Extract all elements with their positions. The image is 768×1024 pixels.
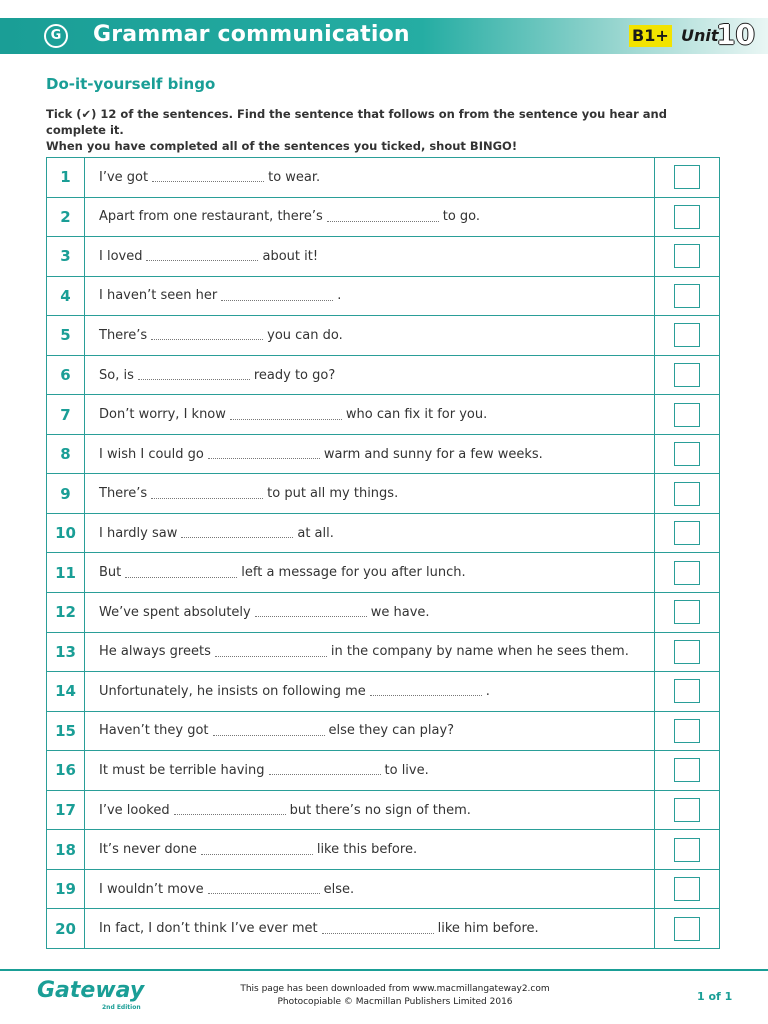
table-row bbox=[47, 909, 719, 948]
sentence-start: Don’t worry, I know bbox=[99, 407, 226, 423]
level-badge: B1+ bbox=[629, 25, 672, 47]
table-row bbox=[47, 712, 719, 752]
answer-blank[interactable] bbox=[151, 489, 263, 499]
tick-cell bbox=[654, 158, 719, 197]
table-row bbox=[47, 435, 719, 475]
tick-checkbox[interactable] bbox=[674, 482, 700, 506]
tick-checkbox[interactable] bbox=[674, 521, 700, 545]
answer-blank[interactable] bbox=[221, 291, 333, 301]
answer-blank[interactable] bbox=[208, 449, 320, 459]
sentence-start: It must be terrible having bbox=[99, 762, 265, 778]
sentence bbox=[85, 751, 654, 790]
row-number: 6 bbox=[47, 356, 85, 395]
sentence-start: But bbox=[99, 565, 122, 581]
answer-blank[interactable] bbox=[213, 726, 325, 736]
tick-cell bbox=[654, 909, 719, 948]
tick-checkbox[interactable] bbox=[674, 679, 700, 703]
tick-cell bbox=[654, 395, 719, 434]
tick-checkbox[interactable] bbox=[674, 917, 700, 941]
tick-checkbox[interactable] bbox=[674, 719, 700, 743]
tick-checkbox[interactable] bbox=[674, 640, 700, 664]
answer-blank[interactable] bbox=[322, 924, 434, 934]
sentence-end: we have. bbox=[370, 604, 430, 620]
tick-checkbox[interactable] bbox=[674, 442, 700, 466]
sentence-end: in the company by name when he sees them. bbox=[330, 644, 629, 660]
answer-blank[interactable] bbox=[146, 251, 258, 261]
answer-blank[interactable] bbox=[181, 528, 293, 538]
instructions bbox=[46, 106, 726, 154]
tick-checkbox[interactable] bbox=[674, 284, 700, 308]
sentence-end: about it! bbox=[262, 248, 319, 264]
tick-cell bbox=[654, 830, 719, 869]
table-row bbox=[47, 830, 719, 870]
brand-edition: 2nd Edition bbox=[102, 1004, 141, 1011]
row-number: 2 bbox=[47, 198, 85, 237]
answer-blank[interactable] bbox=[215, 647, 327, 657]
copyright-note: Photocopiable © Macmillan Publishers Limited 2016 bbox=[277, 997, 513, 1007]
sentence-end: else they can play? bbox=[328, 723, 455, 739]
sentence-end: to live. bbox=[384, 762, 429, 778]
sentence-start: He always greets bbox=[99, 644, 211, 660]
answer-blank[interactable] bbox=[327, 212, 439, 222]
sentence-start: Unfortunately, he insists on following me bbox=[99, 683, 366, 699]
sentence-start: We’ve spent absolutely bbox=[99, 604, 251, 620]
sentence-end: but there’s no sign of them. bbox=[289, 802, 471, 818]
header-bar bbox=[0, 18, 768, 54]
tick-cell bbox=[654, 316, 719, 355]
sentence-start: I wish I could go bbox=[99, 446, 204, 462]
tick-cell bbox=[654, 712, 719, 751]
table-row bbox=[47, 277, 719, 317]
tick-cell bbox=[654, 514, 719, 553]
answer-blank[interactable] bbox=[201, 845, 313, 855]
sentence bbox=[85, 633, 654, 672]
sentence-start: In fact, I don’t think I’ve ever met bbox=[99, 921, 318, 937]
table-row bbox=[47, 395, 719, 435]
sentence-start: I loved bbox=[99, 248, 143, 264]
tick-checkbox[interactable] bbox=[674, 403, 700, 427]
row-number: 7 bbox=[47, 395, 85, 434]
section-title: Do-it-yourself bingo bbox=[46, 75, 216, 93]
sentence bbox=[85, 514, 654, 553]
sentence bbox=[85, 791, 654, 830]
sentence-end: ready to go? bbox=[253, 367, 336, 383]
tick-checkbox[interactable] bbox=[674, 244, 700, 268]
tick-cell bbox=[654, 672, 719, 711]
instructions-line-2: When you have completed all of the sentences you ticked, shout BINGO! bbox=[46, 139, 518, 153]
table-row bbox=[47, 751, 719, 791]
sentence-end: like this before. bbox=[316, 842, 418, 858]
page-title: Grammar communication bbox=[93, 22, 410, 47]
tick-checkbox[interactable] bbox=[674, 600, 700, 624]
sentence-end: you can do. bbox=[267, 327, 343, 343]
sentence bbox=[85, 277, 654, 316]
answer-blank[interactable] bbox=[152, 172, 264, 182]
row-number: 8 bbox=[47, 435, 85, 474]
tick-checkbox[interactable] bbox=[674, 758, 700, 782]
answer-blank[interactable] bbox=[208, 884, 320, 894]
sentence bbox=[85, 553, 654, 592]
table-row bbox=[47, 553, 719, 593]
tick-checkbox[interactable] bbox=[674, 838, 700, 862]
sentence bbox=[85, 316, 654, 355]
row-number: 5 bbox=[47, 316, 85, 355]
sentence bbox=[85, 672, 654, 711]
tick-cell bbox=[654, 593, 719, 632]
sentence-end: left a message for you after lunch. bbox=[241, 565, 466, 581]
row-number: 15 bbox=[47, 712, 85, 751]
row-number: 4 bbox=[47, 277, 85, 316]
sentence-start: I haven’t seen her bbox=[99, 288, 218, 304]
tick-checkbox[interactable] bbox=[674, 561, 700, 585]
row-number: 3 bbox=[47, 237, 85, 276]
row-number: 19 bbox=[47, 870, 85, 909]
row-number: 10 bbox=[47, 514, 85, 553]
sentence bbox=[85, 870, 654, 909]
table-row bbox=[47, 474, 719, 514]
tick-cell bbox=[654, 553, 719, 592]
sentence-start: Apart from one restaurant, there’s bbox=[99, 209, 323, 225]
sentence bbox=[85, 356, 654, 395]
answer-blank[interactable] bbox=[230, 410, 342, 420]
tick-cell bbox=[654, 751, 719, 790]
tick-checkbox[interactable] bbox=[674, 363, 700, 387]
table-row bbox=[47, 633, 719, 673]
sentence-start: There’s bbox=[99, 327, 148, 343]
sentence-start: It’s never done bbox=[99, 842, 197, 858]
answer-blank[interactable] bbox=[255, 607, 367, 617]
download-note: This page has been downloaded from www.macmillangateway2.com bbox=[240, 984, 550, 994]
tick-checkbox[interactable] bbox=[674, 165, 700, 189]
unit-label: Unit bbox=[681, 26, 719, 45]
sentence bbox=[85, 435, 654, 474]
footer-text bbox=[200, 983, 590, 1009]
tick-cell bbox=[654, 791, 719, 830]
sentence-end: like him before. bbox=[437, 921, 539, 937]
tick-cell bbox=[654, 870, 719, 909]
tick-cell bbox=[654, 474, 719, 513]
tick-cell bbox=[654, 277, 719, 316]
table-row bbox=[47, 672, 719, 712]
tick-cell bbox=[654, 435, 719, 474]
row-number: 1 bbox=[47, 158, 85, 197]
table-row bbox=[47, 237, 719, 277]
bingo-table bbox=[46, 157, 720, 949]
tick-cell bbox=[654, 356, 719, 395]
sentence-end: else. bbox=[323, 881, 355, 897]
table-row bbox=[47, 356, 719, 396]
sentence-start: Haven’t they got bbox=[99, 723, 209, 739]
table-row bbox=[47, 158, 719, 198]
tick-checkbox[interactable] bbox=[674, 205, 700, 229]
sentence bbox=[85, 909, 654, 948]
sentence-end: to go. bbox=[442, 209, 481, 225]
row-number: 14 bbox=[47, 672, 85, 711]
answer-blank[interactable] bbox=[151, 330, 263, 340]
sentence bbox=[85, 593, 654, 632]
answer-blank[interactable] bbox=[174, 805, 286, 815]
sentence-end: who can fix it for you. bbox=[345, 407, 488, 423]
sentence-start: I wouldn’t move bbox=[99, 881, 204, 897]
row-number: 20 bbox=[47, 909, 85, 948]
tick-checkbox[interactable] bbox=[674, 323, 700, 347]
unit-number: 10 bbox=[716, 18, 755, 51]
sentence-end: to wear. bbox=[268, 169, 321, 185]
row-number: 17 bbox=[47, 791, 85, 830]
page-number: 1 of 1 bbox=[697, 990, 733, 1003]
row-number: 12 bbox=[47, 593, 85, 632]
table-row bbox=[47, 198, 719, 238]
table-row bbox=[47, 791, 719, 831]
sentence bbox=[85, 712, 654, 751]
sentence-end: to put all my things. bbox=[267, 486, 399, 502]
tick-checkbox[interactable] bbox=[674, 877, 700, 901]
sentence-end: at all. bbox=[297, 525, 334, 541]
sentence bbox=[85, 198, 654, 237]
answer-blank[interactable] bbox=[125, 568, 237, 578]
sentence-start: So, is bbox=[99, 367, 134, 383]
sentence bbox=[85, 474, 654, 513]
sentence bbox=[85, 158, 654, 197]
sentence-end: . bbox=[485, 683, 490, 699]
gateway-logo-icon: G bbox=[44, 24, 68, 48]
sentence bbox=[85, 237, 654, 276]
sentence-start: I’ve looked bbox=[99, 802, 170, 818]
table-row bbox=[47, 593, 719, 633]
tick-cell bbox=[654, 237, 719, 276]
row-number: 16 bbox=[47, 751, 85, 790]
sentence-start: I hardly saw bbox=[99, 525, 178, 541]
footer-divider bbox=[0, 969, 768, 971]
sentence-start: There’s bbox=[99, 486, 148, 502]
sentence bbox=[85, 830, 654, 869]
row-number: 13 bbox=[47, 633, 85, 672]
row-number: 18 bbox=[47, 830, 85, 869]
gateway-brand-logo: Gateway bbox=[37, 978, 145, 1003]
instructions-line-1: Tick (✔) 12 of the sentences. Find the sentence that follows on from the sentence you hear and complete it. bbox=[46, 107, 667, 137]
table-row bbox=[47, 870, 719, 910]
answer-blank[interactable] bbox=[138, 370, 250, 380]
sentence-start: I’ve got bbox=[99, 169, 149, 185]
table-row bbox=[47, 514, 719, 554]
table-row bbox=[47, 316, 719, 356]
sentence-end: . bbox=[337, 288, 342, 304]
tick-checkbox[interactable] bbox=[674, 798, 700, 822]
answer-blank[interactable] bbox=[370, 686, 482, 696]
sentence-end: warm and sunny for a few weeks. bbox=[323, 446, 543, 462]
answer-blank[interactable] bbox=[269, 765, 381, 775]
row-number: 9 bbox=[47, 474, 85, 513]
tick-cell bbox=[654, 633, 719, 672]
row-number: 11 bbox=[47, 553, 85, 592]
tick-cell bbox=[654, 198, 719, 237]
sentence bbox=[85, 395, 654, 434]
